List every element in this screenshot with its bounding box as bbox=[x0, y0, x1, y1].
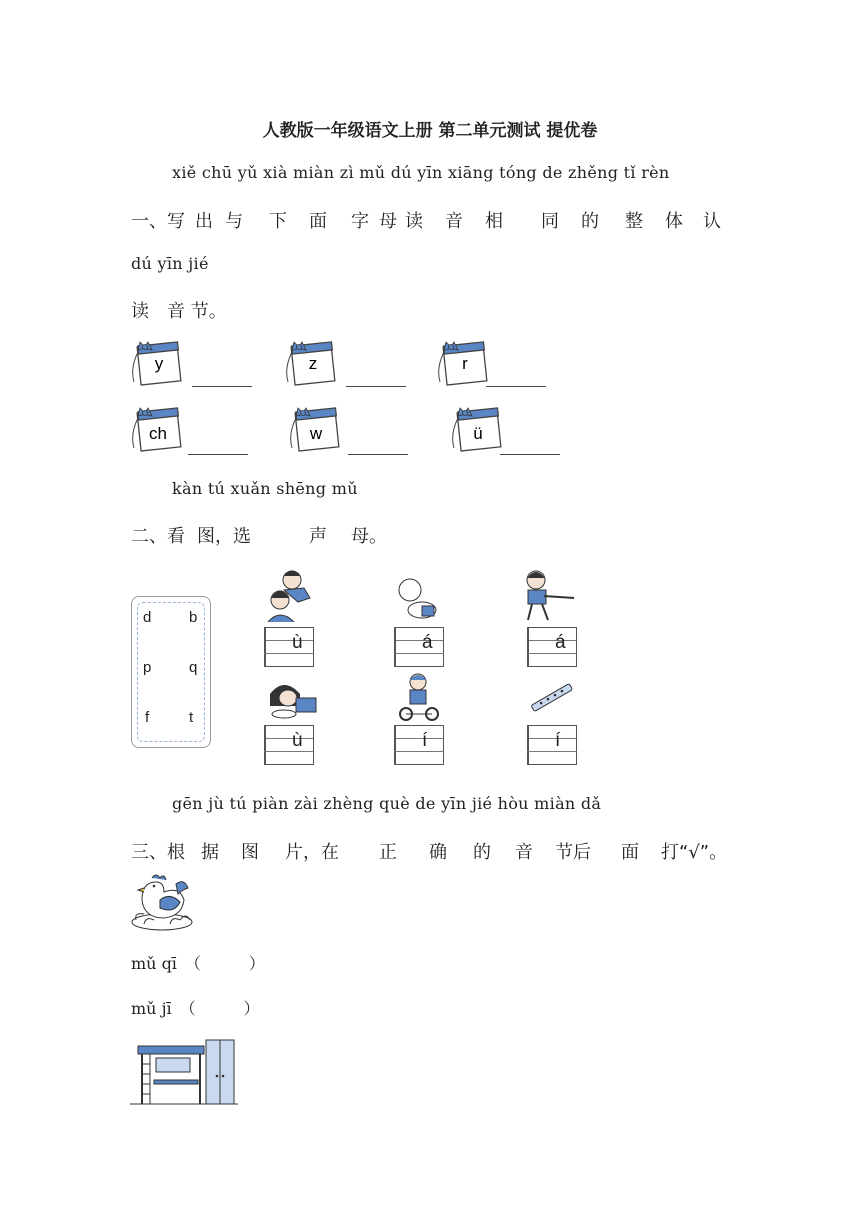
pinyin-grid-1[interactable]: ù bbox=[264, 627, 314, 667]
q1-pinyin: xiě chū yǔ xià miàn zì mǔ dú yīn xiāng tóng de zhěng tǐ rèn bbox=[172, 163, 670, 182]
answer-blank-6[interactable] bbox=[500, 453, 560, 455]
answer-blank-1[interactable] bbox=[192, 385, 252, 387]
answer-blank-3[interactable] bbox=[486, 385, 546, 387]
bunk-desk-illustration bbox=[128, 1036, 240, 1108]
q3-heading: 三、根 据 图 片，在 正 确 的 音 节后 面 打“√”。 bbox=[131, 842, 728, 863]
letter-card-u-umlaut bbox=[450, 402, 504, 454]
pinyin-grid-2[interactable]: á bbox=[394, 627, 444, 667]
page-title: 人教版一年级语文上册 第二单元测试 提优卷 bbox=[262, 121, 598, 141]
answer-blank-2[interactable] bbox=[346, 385, 406, 387]
initial-q[interactable]: q bbox=[189, 659, 198, 676]
option-mu-ji[interactable]: mǔ jī （ ） bbox=[131, 999, 260, 1018]
boy-cycling-illustration bbox=[396, 670, 442, 722]
pinyin-grid-5[interactable]: í bbox=[394, 725, 444, 765]
q2-heading: 二、看 图，选 声 母。 bbox=[131, 526, 387, 547]
pinyin-grid-6[interactable]: í bbox=[527, 725, 577, 765]
letter-card-w bbox=[288, 402, 342, 454]
initial-d[interactable]: d bbox=[143, 609, 152, 626]
q1-pinyin-2: dú yīn jié bbox=[131, 254, 209, 273]
letter-card-z bbox=[284, 336, 338, 388]
pinyin-grid-4[interactable]: ù bbox=[264, 725, 314, 765]
q2-pinyin: kàn tú xuǎn shēng mǔ bbox=[172, 479, 358, 498]
svg-text:z: z bbox=[308, 354, 318, 373]
initial-b[interactable]: b bbox=[189, 609, 198, 626]
parent-child-illustration bbox=[262, 566, 322, 622]
option-mu-qi[interactable]: mǔ qī （ ） bbox=[131, 954, 265, 973]
q1-heading-2: 读 音 节。 bbox=[131, 301, 227, 322]
letter-card-ch bbox=[130, 402, 184, 454]
hen-illustration bbox=[130, 870, 194, 932]
q1-heading: 一、写 出 与 下 面 字 母 读 音 相 同 的 整 体 认 bbox=[131, 211, 721, 232]
girl-drinking-illustration bbox=[262, 676, 322, 720]
svg-text:ü: ü bbox=[473, 424, 483, 443]
q3-pinyin: gēn jù tú piàn zài zhèng què de yīn jié hòu miàn dǎ bbox=[172, 794, 602, 813]
answer-blank-4[interactable] bbox=[188, 453, 248, 455]
answer-blank-5[interactable] bbox=[348, 453, 408, 455]
initial-p[interactable]: p bbox=[143, 659, 152, 676]
initial-f[interactable]: f bbox=[145, 709, 150, 726]
svg-text:y: y bbox=[154, 354, 164, 373]
pinyin-grid-3[interactable]: á bbox=[527, 627, 577, 667]
svg-text:r: r bbox=[462, 354, 468, 373]
svg-text:ch: ch bbox=[149, 424, 167, 443]
letter-card-y bbox=[130, 336, 184, 388]
letter-card-r bbox=[436, 336, 490, 388]
initial-t[interactable]: t bbox=[189, 709, 194, 726]
flute-illustration bbox=[528, 680, 576, 716]
kid-tug-illustration bbox=[518, 568, 578, 624]
initials-box bbox=[131, 596, 211, 748]
svg-text:w: w bbox=[309, 424, 323, 443]
baby-illustration bbox=[392, 574, 442, 624]
